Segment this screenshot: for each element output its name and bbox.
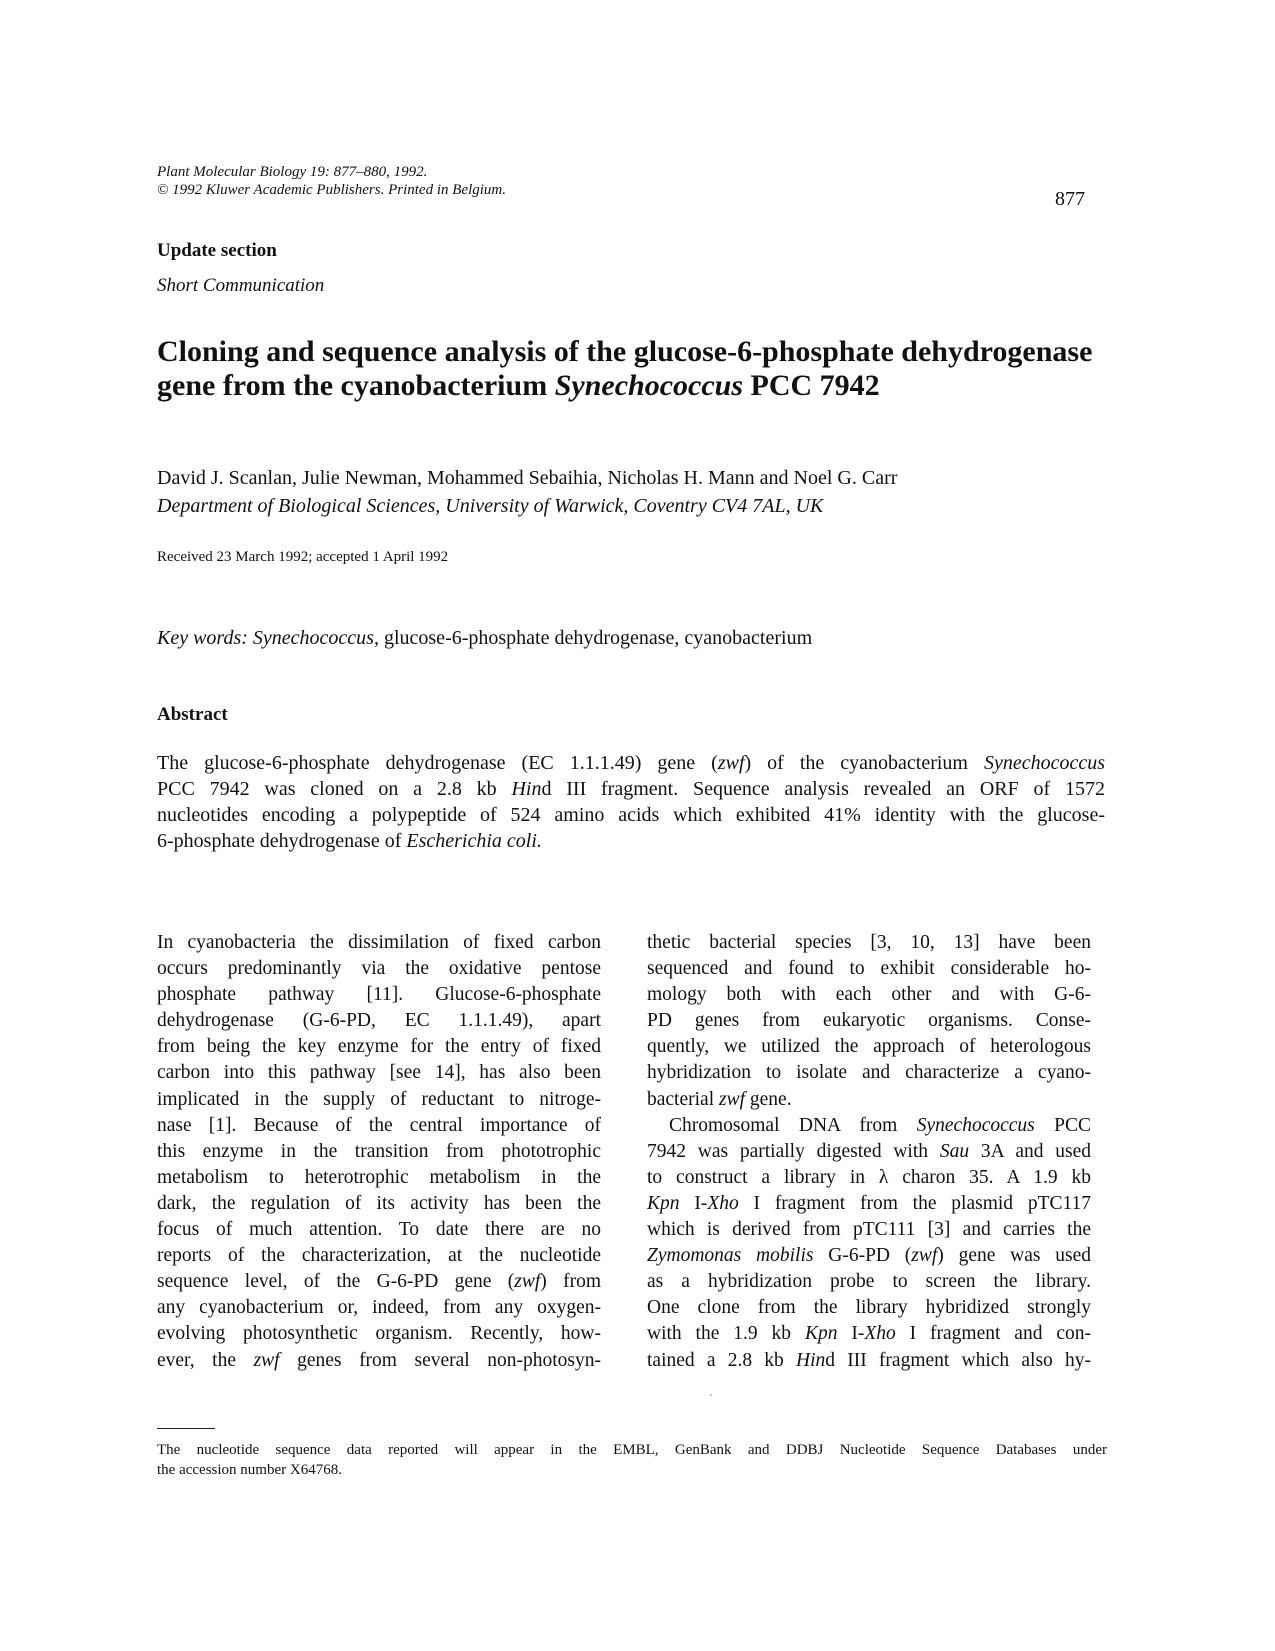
abstract-heading: Abstract [157, 704, 228, 725]
footnote-divider [157, 1428, 215, 1429]
affiliation: Department of Biological Sciences, University of Warwick, Coventry CV4 7AL, UK [157, 495, 824, 517]
journal-copyright: © 1992 Kluwer Academic Publishers. Printed in Belgium. [157, 182, 506, 198]
keywords: Key words: Synechococcus, glucose-6-phosphate dehydrogenase, cyanobacterium [157, 627, 813, 649]
footnote: The nucleotide sequence data reported will appear in the EMBL, GenBank and DDBJ Nucleotide Sequence Databases under the accession number X64768. [157, 1442, 1107, 1478]
page-number: 877 [1055, 188, 1085, 210]
scan-speck [710, 1394, 712, 1396]
body-column-right: thetic bacterial species [3, 10, 13] have been sequenced and found to exhibit considerable ho- mology both with each other and with G-6- PD genes from eukaryotic organisms. Conse- quently, we utilized the approach of heterologous hybridization to isolate and characterize a cyano- bacterial zwf gene. Chromosomal DNA from Synechococcus PCC 7942 was partially digested with Sau 3A and used to construct a library in λ charon 35. A 1.9 kb Kpn I-Xho I fragment from the plasmid pTC117 which is derived from pTC111 [3] and carries the Zymomonas mobilis G-6-PD (zwf) gene was used as a hybridization probe to screen the library. One clone from the library hybridized strongly with the 1.9 kb Kpn I-Xho I fragment and con- tained a 2.8 kb Hind III fragment which also hy- [647, 932, 1092, 1371]
section-subheading: Short Communication [157, 275, 325, 296]
journal-citation: Plant Molecular Biology 19: 877–880, 1992. [157, 164, 428, 180]
article-title [157, 335, 1117, 403]
section-heading: Update section [157, 240, 277, 261]
body-column-left: In cyanobacteria the dissimilation of fixed carbon occurs predominantly via the oxidative pentose phosphate pathway [11]. Glucose-6-phosphate dehydrogenase (G-6-PD, EC 1.1.1.49), apart from being the key enzyme for the entry of fixed carbon into this pathway [see 14], has also been implicated in the supply of reductant to nitroge- nase [1]. Because of the central importance of this enzyme in the transition from phototrophic metabolism to heterotrophic metabolism in the dark, the regulation of its activity has been the focus of much attention. To date there are no reports of the characterization, at the nucleotide sequence level, of the G-6-PD gene (zwf) from any cyanobacterium or, indeed, from any oxygen- evolving photosynthetic organism. Recently, how- ever, the zwf genes from several non-photosyn- [157, 932, 602, 1371]
received-dates: Received 23 March 1992; accepted 1 April 1992 [157, 549, 449, 565]
title-line-1: Cloning and sequence analysis of the glucose-6-phosphate dehydrogenase [157, 335, 1093, 368]
author-list: David J. Scanlan, Julie Newman, Mohammed Sebaihia, Nicholas H. Mann and Noel G. Carr [157, 467, 898, 489]
title-line-2: gene from the cyanobacterium Synechococcus PCC 7942 [157, 369, 880, 402]
abstract-text: The glucose-6-phosphate dehydrogenase (EC 1.1.1.49) gene (zwf) of the cyanobacterium Synechococcus PCC 7942 was cloned on a 2.8 kb Hind III fragment. Sequence analysis revealed an ORF of 1572 nucleotides encoding a polypeptide of 524 amino acids which exhibited 41% identity with the glucose- 6-phosphate dehydrogenase of Escherichia coli. [157, 752, 1106, 852]
